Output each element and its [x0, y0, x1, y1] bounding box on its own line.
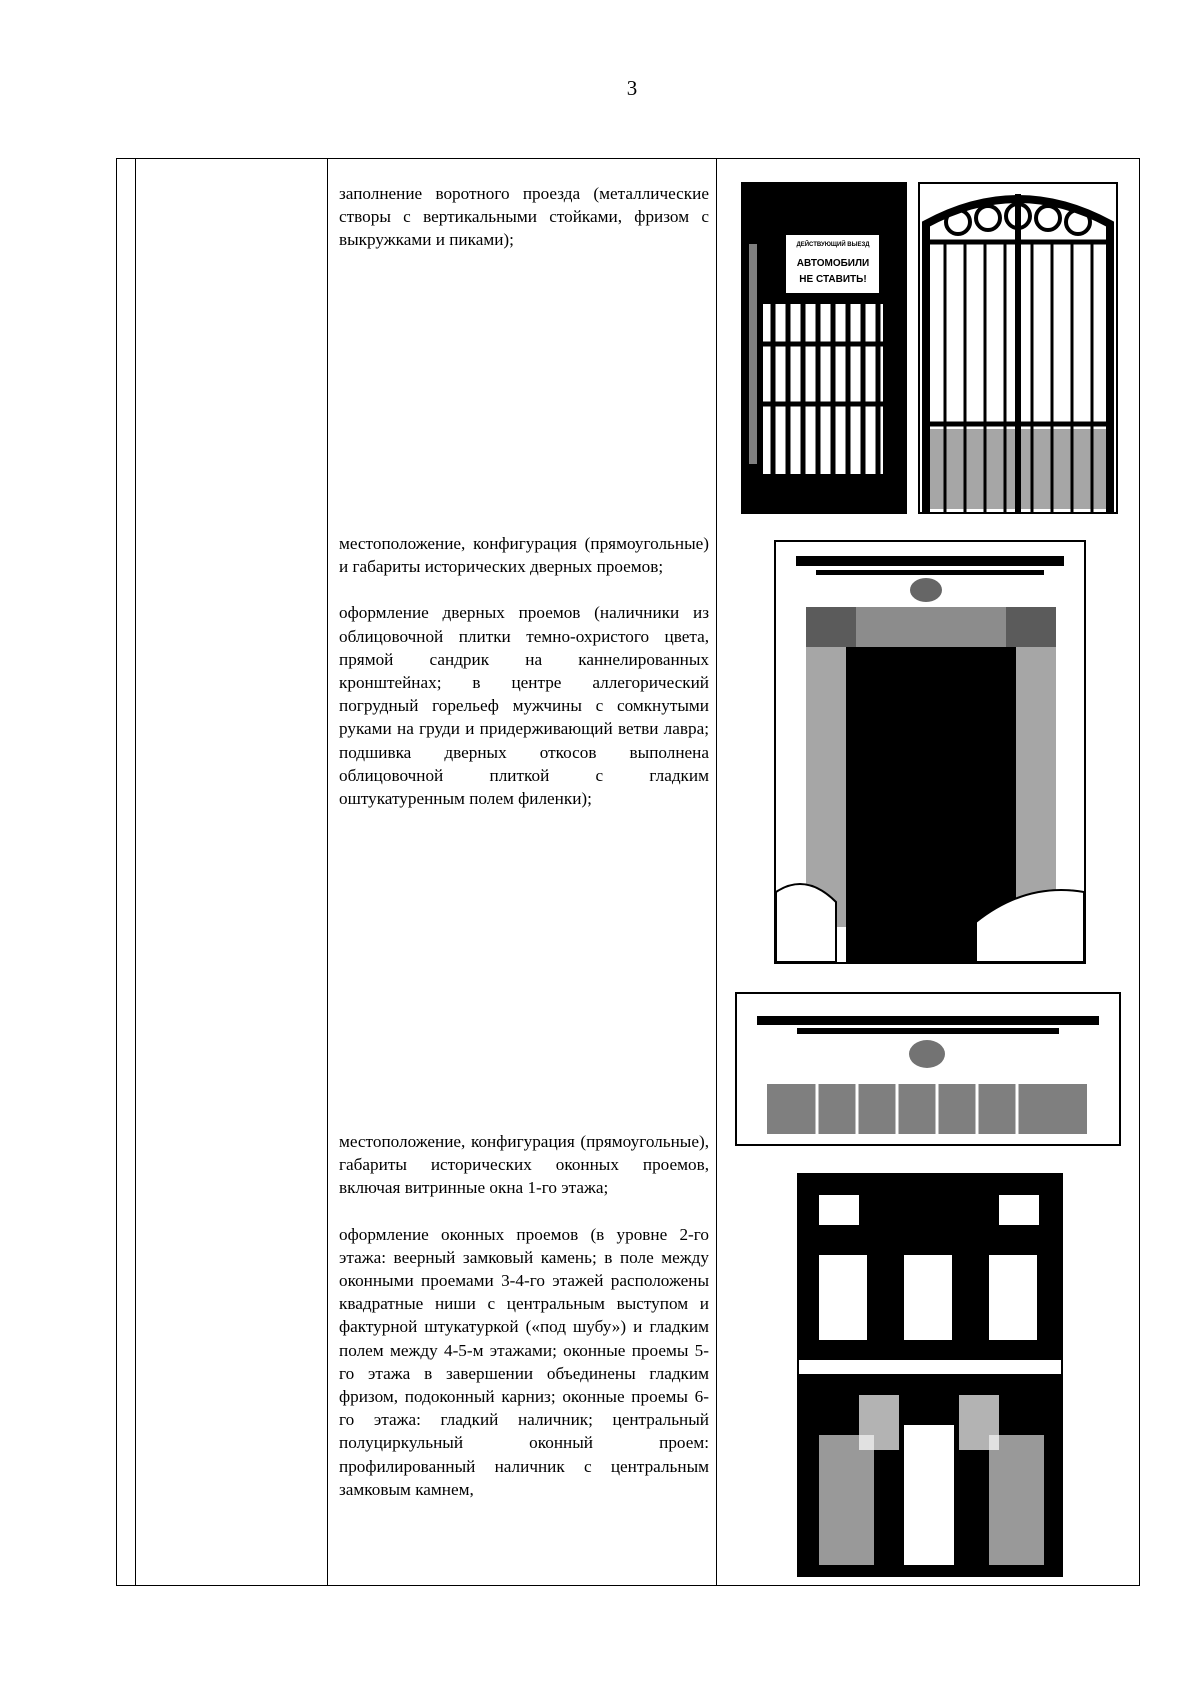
sign-small-text: ДЕЙСТВУЮЩИЙ ВЫЕЗД: [796, 242, 870, 248]
sign-line1-text: АВТОМОБИЛИ: [796, 258, 870, 269]
column-divider: [716, 159, 717, 1585]
page-number: 3: [626, 76, 638, 100]
photo-metal-gate: [918, 182, 1118, 514]
column-divider: [135, 159, 136, 1585]
photo-lintel-detail: [735, 992, 1121, 1146]
paragraph-window-decoration: оформление оконных проемов (в уровне 2-го этажа: веерный замковый камень; в поле между оконными проемами 3-4-го этажей расположены квадратные ниши с центральным выступом и фактурной штукатуркой («под шубу») и гладким полем между 4-5-м этажами; оконные проемы 5-го этажа в завершении объединены гладким фризом, подоконный карниз; оконные проемы 6-го этажа: гладкий наличник; центральный полуциркульный оконный проем: профилированный наличник с центральным замковым камнем,: [339, 1224, 709, 1499]
paragraph-door-openings: местоположение, конфигурация (прямоугольные) и габариты исторических дверных проемов;: [339, 534, 709, 577]
sign-line2-text: НЕ СТАВИТЬ!: [799, 274, 867, 285]
text-gate-filling: [339, 182, 709, 252]
photo-gate-passage: [741, 182, 907, 514]
column-divider: [327, 159, 328, 1585]
text-window-openings: [339, 1130, 709, 1501]
photo-facade-windows: [797, 1173, 1063, 1577]
photo-door-opening: [774, 540, 1086, 964]
paragraph-door-decoration: оформление дверных проемов (наличники из облицовочной плитки темно-охристого цвета, прямой сандрик на каннелированных кронштейнах; в центре аллегорический погрудный горельеф мужчины с сомкнутыми руками на груди и придерживающий ветви лавра; подшивка дверных откосов выполнена облицовочной плиткой с гладким оштукатуренным полем филенки);: [339, 603, 709, 809]
text-door-openings: [339, 532, 709, 810]
paragraph-window-openings: местоположение, конфигурация (прямоугольные), габариты исторических оконных проемов, включая витринные окна 1-го этажа;: [339, 1132, 709, 1198]
paragraph-gate-filling: заполнение воротного проезда (металлические створы с вертикальными стойками, фризом с выкружками и пиками);: [339, 184, 709, 250]
